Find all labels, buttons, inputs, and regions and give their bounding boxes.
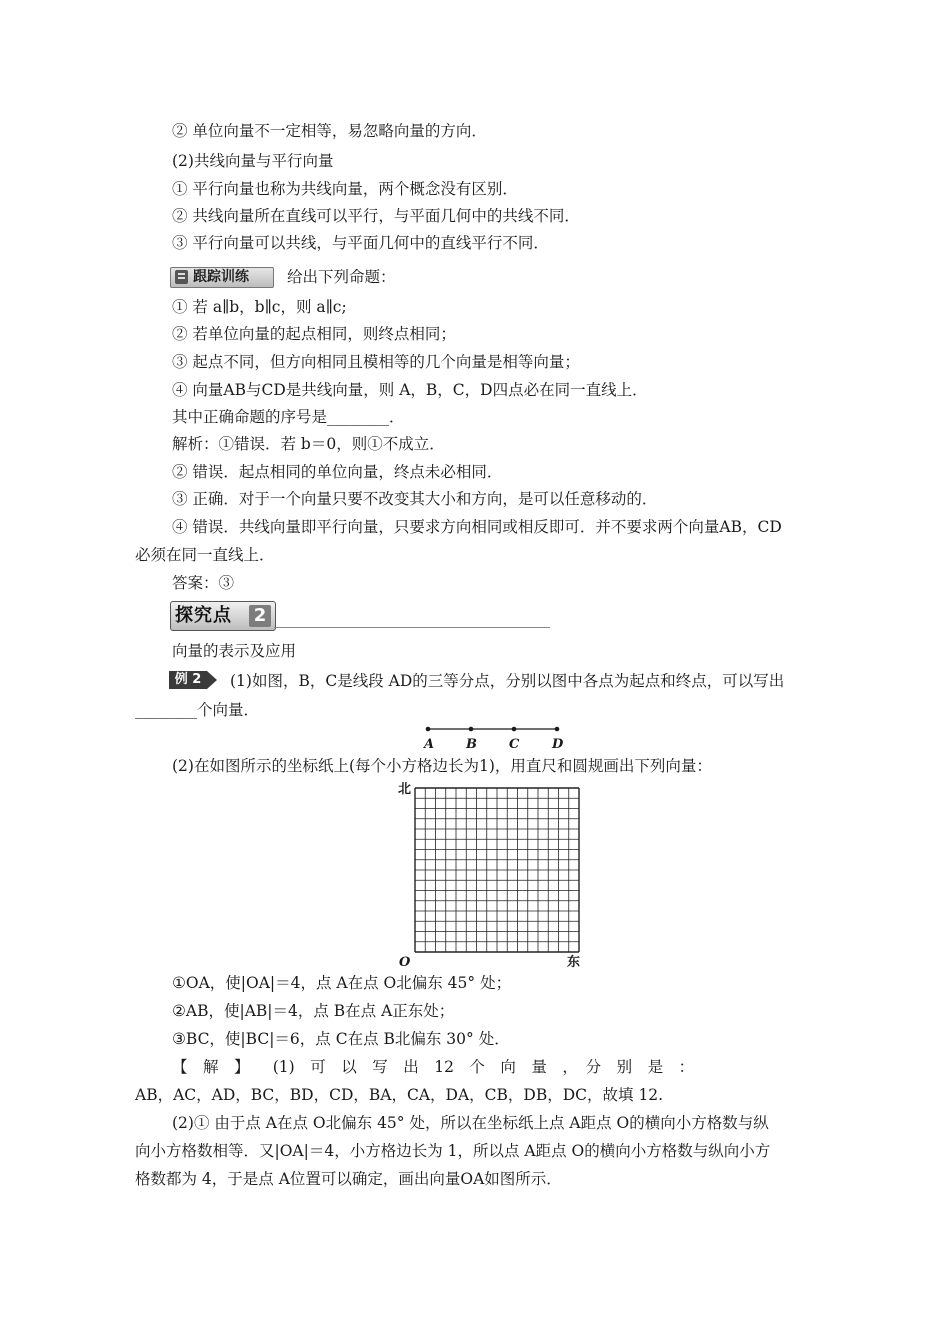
section-title: 探究点 [175, 605, 232, 626]
tag-label: 跟踪训练 [193, 269, 249, 285]
point-d [555, 727, 560, 732]
section-number: 2 [249, 605, 271, 627]
line: ④ 错误．共线向量即平行向量，只要求方向相同或相反即可．并不要求两个向量AB，CD [172, 518, 782, 536]
line: (2)在如图所示的坐标纸上(每个小方格边长为1)，用直尺和圆规画出下列向量： [172, 757, 712, 775]
line: ② 若单位向量的起点相同，则终点相同； [172, 325, 456, 343]
section-rule [274, 627, 550, 628]
line: 其中正确命题的序号是________． [172, 408, 405, 426]
point-label-b: B [466, 737, 477, 752]
line: ① 若 a∥b，b∥c，则 a∥c; [172, 298, 347, 316]
line: ② 单位向量不一定相等，易忽略向量的方向． [172, 122, 487, 140]
north-label: 北 [398, 782, 412, 797]
section-subtitle: 向量的表示及应用 [172, 642, 297, 660]
point-label-a: A [424, 737, 435, 752]
line: (1)如图，B，C是线段 AD的三等分点，分别以图中各点为起点和终点，可以写出 [230, 672, 785, 690]
line: ③ 起点不同，但方向相同且模相等的几个向量是相等向量； [172, 353, 580, 371]
grid-lines [415, 788, 579, 952]
line: ② 共线向量所在直线可以平行，与平面几何中的共线不同． [172, 207, 580, 225]
line: 格数都为 4，于是点 A位置可以确定，画出向量OA如图所示． [135, 1170, 562, 1188]
line: ④ 向量AB与CD是共线向量，则 A，B，C，D四点必在同一直线上． [172, 381, 648, 399]
point-label-c: C [509, 737, 520, 752]
solution-heading: 【 解 】 (1) 可 以 写 出 12 个 向 量 ， 分 别 是 ： [172, 1058, 695, 1076]
example-badge: 例 2 [169, 671, 207, 689]
line: ③BC，使|BC|＝6，点 C在点 B北偏东 30° 处． [172, 1030, 510, 1048]
point-label-d: D [552, 737, 564, 752]
line: 必须在同一直线上． [135, 546, 275, 564]
line: ③ 正确．对于一个向量只要不改变其大小和方向，是可以任意移动的． [172, 490, 658, 508]
point-c [512, 727, 517, 732]
line: 给出下列命题： [287, 268, 396, 286]
follow-up-practice-tag [170, 267, 274, 288]
line: (2)共线向量与平行向量 [172, 152, 334, 170]
line: AB，AC，AD，BC，BD，CD，BA，CA，DA，CB，DB，DC，故填 12. [135, 1086, 664, 1104]
segment-figure [420, 722, 570, 754]
point-a [426, 727, 431, 732]
line: ________个向量． [135, 701, 260, 719]
notebook-icon [175, 270, 188, 284]
east-label: 东 [567, 955, 581, 970]
origin-label: O [399, 955, 411, 970]
coordinate-grid [395, 780, 595, 970]
line: ② 错误．起点相同的单位向量，终点未必相同． [172, 463, 503, 481]
line: ③ 平行向量可以共线，与平面几何中的直线平行不同． [172, 234, 549, 252]
line: 向小方格数相等．又|OA|＝4，小方格边长为 1，所以点 A距点 O的横向小方格数与纵向小方 [135, 1142, 771, 1160]
answer-line: 答案：③ [172, 574, 235, 592]
line: (2)① 由于点 A在点 O北偏东 45° 处，所以在坐标纸上点 A距点 O的横向小方格数与纵 [172, 1114, 769, 1132]
line: ① 平行向量也称为共线向量，两个概念没有区别． [172, 180, 518, 198]
line: ①OA，使|OA|＝4，点 A在点 O北偏东 45° 处； [172, 974, 512, 992]
line: ②AB，使|AB|＝4，点 B在点 A正东处； [172, 1002, 455, 1020]
line: 解析：①错误．若 b＝0，则①不成立． [172, 435, 445, 453]
section-header [170, 601, 276, 631]
point-b [469, 727, 474, 732]
